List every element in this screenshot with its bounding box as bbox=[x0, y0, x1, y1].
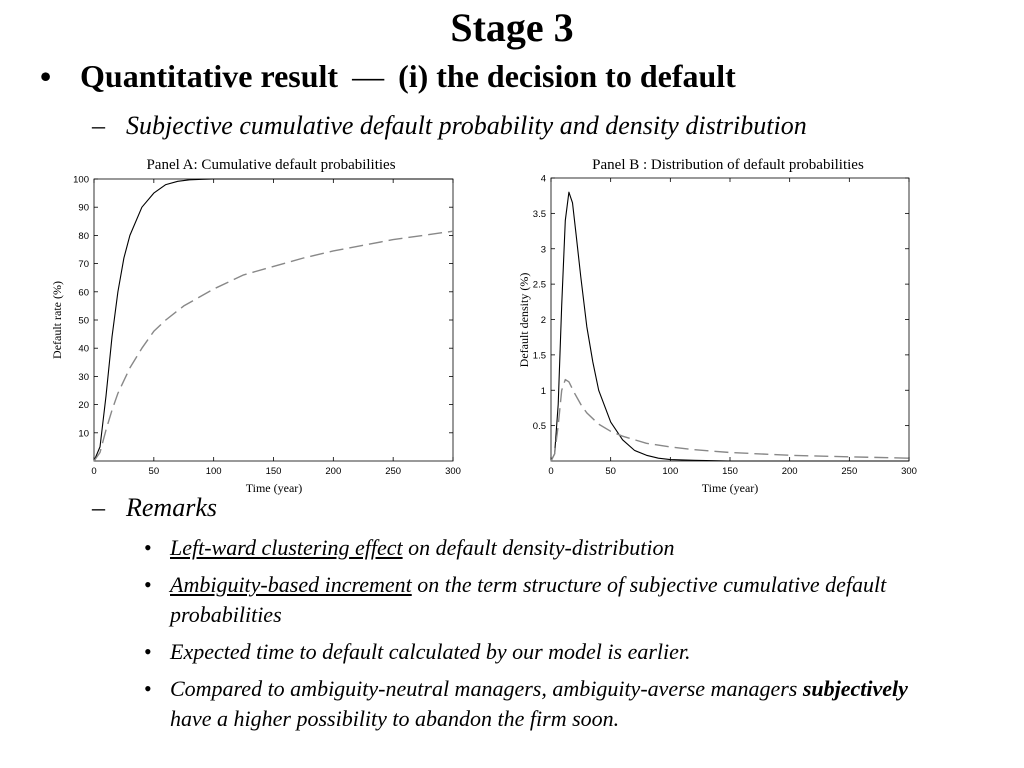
panel-b-ytick-label: 2.5 bbox=[532, 279, 546, 291]
dash-symbol: – bbox=[92, 493, 105, 522]
panel-b-xtick-label: 300 bbox=[901, 466, 917, 477]
panel-a-ytick-label: 60 bbox=[78, 287, 89, 299]
panel-b-xtick-label: 250 bbox=[841, 466, 858, 477]
panel-a-series-dashed-line bbox=[94, 231, 453, 461]
panel-a-xtick-label: 300 bbox=[445, 466, 461, 477]
bullet-symbol: • bbox=[144, 535, 152, 560]
panel-b-ytick-label: 4 bbox=[540, 173, 546, 185]
panel-b-xtick-label: 100 bbox=[662, 466, 679, 477]
panel-b-xtick-label: 0 bbox=[548, 466, 554, 477]
panel-a-ytick-label: 10 bbox=[78, 428, 89, 440]
bullet-symbol: • bbox=[144, 639, 152, 664]
bullet-symbol: • bbox=[144, 676, 152, 701]
panel-a-ytick-label: 80 bbox=[78, 230, 89, 242]
panel-b-chart bbox=[500, 150, 940, 498]
panel-b-ytick-label: 1 bbox=[540, 385, 546, 397]
remark-underlined: Ambiguity-based increment bbox=[170, 572, 412, 597]
panel-a-plot-area bbox=[73, 175, 461, 478]
panel-a-ylabel: Default rate (%) bbox=[50, 281, 64, 359]
main-bullet bbox=[40, 56, 736, 96]
panel-a-xtick-label: 150 bbox=[265, 466, 282, 477]
panel-b-xtick-label: 50 bbox=[605, 466, 616, 477]
panel-b-xtick-label: 150 bbox=[722, 466, 738, 477]
remark-text: Expected time to default calculated by our model is earlier. bbox=[170, 639, 691, 664]
remark-text: have a higher possibility to abandon the firm soon. bbox=[170, 706, 620, 731]
panel-b-plot-area bbox=[533, 174, 917, 478]
remarks-bullet bbox=[92, 492, 217, 524]
panel-a-ytick-label: 90 bbox=[78, 202, 89, 214]
remark-item bbox=[144, 674, 944, 734]
remark-item bbox=[144, 637, 944, 667]
remark-underlined: Left-ward clustering effect bbox=[170, 535, 403, 560]
panel-a-ytick-label: 100 bbox=[73, 174, 89, 186]
panel-b-ytick-label: 2 bbox=[540, 315, 546, 326]
panel-b-xtick-label: 200 bbox=[781, 466, 798, 477]
panel-b-title: Panel B : Distribution of default probabilities bbox=[592, 157, 864, 173]
remark-text: on the term structure of subjective cumulative default probabilities bbox=[170, 572, 887, 627]
remark-text: on default density-distribution bbox=[402, 535, 675, 560]
panel-b-ytick-label: 3.5 bbox=[532, 208, 546, 220]
panel-a-title: Panel A: Cumulative default probabilities bbox=[146, 157, 396, 173]
remark-text: Compared to ambiguity-neutral managers, ambiguity-averse managers bbox=[170, 676, 803, 701]
panel-a-ytick-label: 70 bbox=[78, 259, 89, 271]
bullet-symbol: • bbox=[40, 58, 52, 94]
panel-a-ytick-label: 40 bbox=[78, 343, 89, 355]
panel-a-ytick-label: 20 bbox=[78, 400, 89, 412]
panel-a-xtick-label: 100 bbox=[205, 466, 222, 477]
panel-a-xlabel: Time (year) bbox=[245, 481, 303, 495]
panel-b-xlabel: Time (year) bbox=[701, 481, 759, 495]
panel-a-xtick-label: 200 bbox=[325, 466, 342, 477]
heading-part2: (i) the decision to default bbox=[398, 58, 736, 94]
panel-a-frame bbox=[94, 179, 453, 461]
remarks-label: Remarks bbox=[126, 493, 217, 522]
panel-b-ytick-label: 1.5 bbox=[532, 350, 546, 362]
panel-b-frame bbox=[551, 178, 909, 461]
slide-title: Stage 3 bbox=[450, 5, 574, 50]
subheading-bullet bbox=[92, 110, 807, 142]
panel-b-ylabel: Default density (%) bbox=[517, 272, 531, 368]
remark-item bbox=[144, 570, 944, 630]
panel-a-series-solid-line bbox=[94, 179, 453, 461]
panel-b-ytick-label: 0.5 bbox=[532, 421, 546, 433]
subheading-text: Subjective cumulative default probability and density distribution bbox=[126, 111, 807, 140]
panel-b-ytick-label: 3 bbox=[540, 244, 546, 256]
panel-b-series-solid-line bbox=[551, 192, 909, 461]
remark-bold: subjectively bbox=[802, 676, 908, 701]
heading-part1: Quantitative result bbox=[80, 58, 339, 94]
bullet-symbol: • bbox=[144, 572, 152, 597]
remark-item bbox=[144, 533, 944, 563]
dash-symbol: – bbox=[92, 111, 105, 140]
panel-a-chart bbox=[40, 150, 480, 498]
panel-a-xtick-label: 250 bbox=[385, 466, 402, 477]
heading-dash: — bbox=[352, 58, 385, 94]
panel-a-ytick-label: 30 bbox=[78, 371, 89, 383]
panel-b-series-dashed-line bbox=[551, 380, 909, 461]
panel-a-ytick-label: 50 bbox=[78, 315, 89, 327]
panel-a-xtick-label: 50 bbox=[148, 466, 160, 477]
panel-a-xtick-label: 0 bbox=[91, 466, 97, 477]
